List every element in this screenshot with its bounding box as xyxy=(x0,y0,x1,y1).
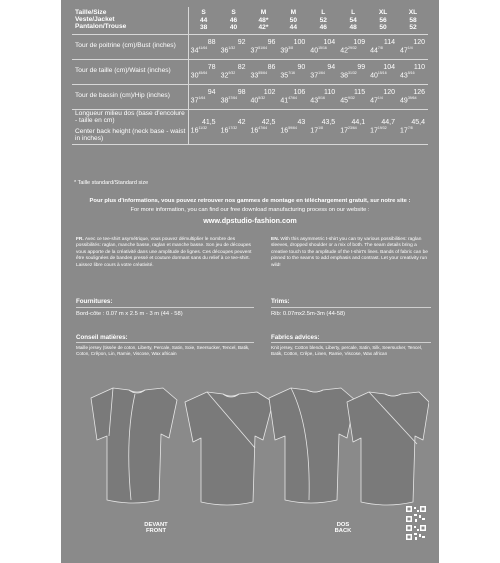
inch-fraction: 15/16 xyxy=(377,70,387,75)
cm-value: 43 xyxy=(297,119,306,127)
inch-fraction: 41/64 xyxy=(198,45,208,50)
supplies-value-fr: Bord-côte : 0.07 m x 2.5 m - 3 m (44 - 58) xyxy=(76,311,183,317)
inch-value xyxy=(339,72,367,80)
description-fr xyxy=(76,237,254,269)
size-header-value: 42* xyxy=(258,24,269,32)
measurement-label-text-en: Center back height (neck base - waist in inches) xyxy=(75,127,186,142)
measurement-cell xyxy=(368,34,398,59)
cm-value: 44,1 xyxy=(351,119,366,127)
inch-value xyxy=(309,72,337,80)
inch-fraction: 51/64 xyxy=(258,45,268,50)
measurement-cell xyxy=(248,84,278,109)
cm-value: 110 xyxy=(324,89,336,97)
back-tshirt-drawing-2 xyxy=(347,392,429,505)
cm-value: 120 xyxy=(383,89,396,97)
inch-whole: 17 xyxy=(370,126,378,134)
inch-value xyxy=(279,47,307,55)
measurement-cell xyxy=(368,59,398,84)
inch-value xyxy=(279,97,307,105)
trousers-label: Pantalon/Trouse xyxy=(75,22,127,30)
inch-fraction: 17/32 xyxy=(228,125,238,130)
size-column-header xyxy=(398,7,428,34)
inch-value xyxy=(369,127,397,135)
cm-value: 106 xyxy=(293,89,306,97)
cm-value: 41,5 xyxy=(201,119,216,127)
cm-value: 104 xyxy=(383,64,396,72)
measurement-cell xyxy=(338,84,368,109)
inch-fraction: 9/32 xyxy=(228,70,236,75)
size-header-value: 46 xyxy=(229,16,238,24)
size-column-header xyxy=(368,7,398,34)
pattern-info-sheet xyxy=(61,0,439,563)
en-tag: EN. xyxy=(271,237,279,242)
measurement-row xyxy=(72,59,428,84)
garment-flat-drawings xyxy=(73,378,429,518)
cm-value: 82 xyxy=(237,64,246,72)
size-header-value: S xyxy=(201,9,206,16)
inch-fraction: 9/32 xyxy=(348,95,355,100)
cm-value: 100 xyxy=(293,39,306,47)
inch-whole: 17 xyxy=(340,126,348,134)
inch-fraction: 45/64 xyxy=(198,70,208,75)
back-caption xyxy=(323,522,363,534)
inch-whole: 38 xyxy=(220,96,229,104)
inch-whole: 17 xyxy=(400,126,408,134)
cm-value: 120 xyxy=(413,39,425,47)
inch-fraction: 3/8 xyxy=(288,45,294,50)
measurement-cell xyxy=(248,34,278,59)
inch-value xyxy=(220,72,248,80)
jacket-label: Veste/Jacket xyxy=(75,15,115,23)
cm-value: 90 xyxy=(297,64,306,72)
inch-fraction: 15/16 xyxy=(318,45,327,50)
front-label-fr: DEVANT xyxy=(144,522,168,528)
inch-fraction: 5/16 xyxy=(318,95,325,100)
size-header-value: 48* xyxy=(258,16,269,24)
size-header-value: XL xyxy=(408,9,418,16)
measurement-cell xyxy=(338,34,368,59)
size-header-value: 54 xyxy=(349,16,357,24)
inch-fraction: 37/64 xyxy=(228,95,238,100)
inch-whole: 32 xyxy=(220,71,229,79)
inch-fraction: 29/32 xyxy=(348,45,357,50)
inch-whole: 43 xyxy=(310,96,319,104)
size-header-value: 44 xyxy=(199,16,208,24)
measurement-label xyxy=(72,109,188,144)
size-header-value: XL xyxy=(378,9,388,16)
size-header-value: 50 xyxy=(379,24,387,32)
inch-fraction: 11/32 xyxy=(198,125,207,130)
inch-whole: 47 xyxy=(400,46,408,54)
inch-value xyxy=(190,72,218,80)
inch-fraction: 7/16 xyxy=(288,70,295,75)
cm-value: 126 xyxy=(413,89,425,97)
inch-value xyxy=(369,47,397,55)
measurement-cell xyxy=(338,109,368,144)
cm-value: 94 xyxy=(327,64,336,72)
inch-fraction: 59/64 xyxy=(288,125,297,130)
measurement-cell xyxy=(308,109,338,144)
size-header-value: S xyxy=(231,9,236,16)
front-tshirt-drawing-2 xyxy=(185,392,273,505)
inch-fraction: 55/64 xyxy=(258,70,268,75)
inch-whole: 33 xyxy=(250,71,259,79)
inch-fraction: 23/64 xyxy=(348,125,357,130)
front-caption xyxy=(131,522,181,534)
inch-whole: 45 xyxy=(340,96,348,104)
measurement-cell xyxy=(219,34,249,59)
inch-whole: 39 xyxy=(280,46,289,54)
inch-value xyxy=(369,72,397,80)
inch-value xyxy=(249,97,277,105)
cm-value: 96 xyxy=(267,39,276,47)
inch-value xyxy=(309,97,337,105)
inch-value xyxy=(399,72,427,80)
size-column-header xyxy=(278,7,308,34)
size-header-label xyxy=(72,7,188,34)
measurement-cell xyxy=(219,59,249,84)
inch-fraction: 7/8 xyxy=(377,45,383,50)
measurement-cell xyxy=(278,59,308,84)
size-header-value: 48 xyxy=(349,24,357,32)
inch-whole: 16 xyxy=(220,126,229,134)
size-header-value: M xyxy=(290,9,297,16)
cm-value: 109 xyxy=(353,39,366,47)
measurement-cell xyxy=(188,59,218,84)
inch-whole: 34 xyxy=(190,46,199,54)
size-column-header xyxy=(308,7,338,34)
inch-whole: 44 xyxy=(370,46,378,54)
inch-value xyxy=(369,97,397,105)
inch-value xyxy=(249,72,277,80)
measurement-label xyxy=(72,34,188,59)
inch-whole: 38 xyxy=(340,71,348,79)
inch-fraction: 39/64 xyxy=(407,95,417,100)
cm-value: 110 xyxy=(413,64,425,72)
size-header-value: L xyxy=(351,9,356,16)
cm-value: 92 xyxy=(237,39,246,47)
measurement-cell xyxy=(398,109,428,144)
inch-value xyxy=(220,47,248,55)
cm-value: 43,5 xyxy=(321,119,336,127)
inch-fraction: 7/8 xyxy=(407,125,413,130)
size-label: Taille/Size xyxy=(75,8,107,16)
measurement-cell xyxy=(219,109,249,144)
inch-fraction: 1/4 xyxy=(407,45,413,50)
inch-value xyxy=(190,97,218,105)
size-header-value: 38 xyxy=(199,24,208,32)
inch-value xyxy=(339,47,367,55)
website-link[interactable]: www.dpstudio-fashion.com xyxy=(203,216,297,225)
inch-value xyxy=(190,47,218,55)
fabrics-title-fr: Conseil matières: xyxy=(76,334,128,341)
size-header-value: 56 xyxy=(379,16,387,24)
size-column-header xyxy=(338,7,368,34)
measurement-cell xyxy=(188,84,218,109)
cm-value: 88 xyxy=(207,39,216,47)
measurement-row xyxy=(72,34,428,59)
inch-whole: 16 xyxy=(280,126,289,134)
back-tshirt-drawing-1 xyxy=(269,388,355,503)
inch-whole: 37 xyxy=(250,46,259,54)
measurement-row xyxy=(72,109,428,144)
size-header-value: 52 xyxy=(409,24,417,32)
qr-code-icon xyxy=(405,505,427,541)
cm-value: 44,7 xyxy=(381,119,396,127)
description-en-text: With this asymmetric t-shirt you can try various possibilities: raglan sleeves, dropped shoulder or a mix of both. The seam details bring a creative touch to the amplitude of the t-shirt's lines. Bands of fabric can be pinned to the seams to add emphasis and contrast. Let your creativity run wild! xyxy=(271,237,428,268)
supplies-title-en: Trims: xyxy=(271,298,290,305)
inch-whole: 16 xyxy=(190,126,199,134)
cm-value: 98 xyxy=(237,89,246,97)
measurement-cell xyxy=(278,84,308,109)
supplies-title-fr: Fournitures: xyxy=(76,298,113,305)
size-column-header xyxy=(219,7,249,34)
cm-value: 42 xyxy=(237,119,246,127)
standard-size-note: * Taille standard/Standard size xyxy=(74,180,149,186)
measurement-cell xyxy=(248,59,278,84)
inch-fraction: 1/4 xyxy=(377,95,383,100)
supplies-value-en: Rib: 0.07mx2.5m-3m (44-58) xyxy=(271,311,346,317)
measurement-cell xyxy=(308,59,338,84)
measurement-cell xyxy=(278,34,308,59)
measurement-label-text: Tour de poitrine (cm)/Bust (inches) xyxy=(75,42,176,50)
measurement-cell xyxy=(398,34,428,59)
cm-value: 114 xyxy=(383,39,396,47)
back-label-en: BACK xyxy=(334,528,352,534)
inch-fraction: 1/32 xyxy=(228,45,236,50)
inch-value xyxy=(190,127,218,135)
inch-fraction: 5/32 xyxy=(258,95,266,100)
inch-fraction: 1/8 xyxy=(318,125,323,130)
size-header-value: 50 xyxy=(289,16,298,24)
measurement-row xyxy=(72,84,428,109)
cm-value: 45,4 xyxy=(411,119,425,127)
cm-value: 78 xyxy=(207,64,216,72)
size-column-header xyxy=(248,7,278,34)
size-chart-table xyxy=(72,7,428,145)
cm-value: 86 xyxy=(267,64,276,72)
divider xyxy=(271,307,431,308)
inch-value xyxy=(399,97,427,105)
size-header-row xyxy=(72,7,428,34)
inch-whole: 47 xyxy=(370,96,378,104)
inch-value xyxy=(339,127,367,135)
inch-value xyxy=(220,127,248,135)
inch-whole: 37 xyxy=(190,96,199,104)
measurement-cell xyxy=(308,34,338,59)
inch-value xyxy=(399,47,427,55)
inch-whole: 36 xyxy=(220,46,229,54)
size-header-value: 44 xyxy=(289,24,298,32)
measurement-cell xyxy=(188,109,218,144)
inch-fraction: 31/32 xyxy=(348,70,357,75)
measurement-cell xyxy=(368,109,398,144)
size-header-value: M xyxy=(260,9,267,16)
inch-value xyxy=(399,127,427,135)
inch-value xyxy=(249,47,277,55)
measurement-cell xyxy=(398,84,428,109)
inch-whole: 41 xyxy=(280,96,289,104)
back-label-fr: DOS xyxy=(336,522,350,528)
fr-tag: FR. xyxy=(76,237,84,242)
cm-value: 94 xyxy=(207,89,216,97)
front-tshirt-drawing-1 xyxy=(91,388,177,503)
inch-fraction: 1/64 xyxy=(318,70,325,75)
inch-value xyxy=(279,127,307,135)
inch-whole: 37 xyxy=(310,71,319,79)
inch-value xyxy=(220,97,248,105)
inch-fraction: 47/64 xyxy=(288,95,297,100)
size-header-value: 46 xyxy=(319,24,327,32)
divider xyxy=(76,307,254,308)
measurement-cell xyxy=(398,59,428,84)
inch-value xyxy=(339,97,367,105)
inch-whole: 40 xyxy=(370,71,378,79)
size-header-value: 40 xyxy=(229,24,238,32)
inch-whole: 17 xyxy=(310,126,319,134)
size-header-value: 52 xyxy=(319,16,327,24)
fabrics-title-en: Fabrics advices: xyxy=(271,334,320,341)
divider xyxy=(271,342,431,343)
info-text-en: For more information, you can find our free download manufacturing process on our website : xyxy=(130,207,370,213)
size-column-header xyxy=(188,7,218,34)
inch-whole: 42 xyxy=(340,46,348,54)
fabrics-value-fr: Maille jersey (tissée de coton, Liberty, Percale, Satin, Soie, Seersucker, Tencel, Batik, Coton, Crêpon, Lin, Ramie, Viscose, Wax africain xyxy=(76,345,250,357)
measurement-label xyxy=(72,84,188,109)
measurement-cell xyxy=(248,109,278,144)
inch-fraction: 1/64 xyxy=(198,95,206,100)
inch-value xyxy=(309,127,337,135)
description-fr-text: Avec ce tee-shirt asymétrique, vous pouvez démultiplier le nombre des possibilités: raglan, manche basse, raglan et manche basse. Son jeu de découpes vous apporte de la créativité dans une amplitude de lignes. Ces découpes peuvent être soulignées de bandes pressé et couture dormant sans du relief à ce tee-shirt. Laissez libre cours à votre créativité. xyxy=(76,237,252,268)
measurement-cell xyxy=(338,59,368,84)
inch-whole: 16 xyxy=(250,126,259,134)
info-text-fr: Pour plus d'informations, vous pouvez retrouver nos gammes de montage en téléchargement gratuit, sur notre site : xyxy=(89,198,411,204)
inch-whole: 40 xyxy=(310,46,319,54)
inch-whole: 49 xyxy=(400,96,408,104)
fabrics-value-en: Knit jersey, Cotton blends, Liberty, percale, Satin, Silk, Seersucker, Tencel, Batik, Cotton, Crêpe, Linen, Ramie, Viscose, Wax african xyxy=(271,345,423,357)
cm-value: 99 xyxy=(357,64,366,72)
measurement-label-text: Tour de taille (cm)/Waist (inches) xyxy=(75,67,171,75)
inch-whole: 35 xyxy=(280,71,289,79)
description-en xyxy=(271,237,431,269)
measurement-label-text: Longueur milieu dos (base d'encolure - taille en cm) xyxy=(75,109,185,124)
inch-whole: 40 xyxy=(250,96,259,104)
inch-whole: 43 xyxy=(400,71,408,79)
inch-fraction: 19/32 xyxy=(377,125,387,130)
size-header-value: 58 xyxy=(409,16,417,24)
cm-value: 42,5 xyxy=(261,119,276,127)
measurement-cell xyxy=(219,84,249,109)
front-label-en: FRONT xyxy=(146,528,166,534)
inch-value xyxy=(279,72,307,80)
divider xyxy=(76,342,254,343)
measurement-label-text: Tour de bassin (cm)/Hip (inches) xyxy=(75,92,170,100)
measurement-cell xyxy=(188,34,218,59)
cm-value: 102 xyxy=(263,89,276,97)
size-header-value: L xyxy=(321,9,326,16)
measurement-label xyxy=(72,59,188,84)
measurement-cell xyxy=(278,109,308,144)
inch-fraction: 47/64 xyxy=(258,125,268,130)
inch-fraction: 5/16 xyxy=(407,70,415,75)
inch-value xyxy=(309,47,337,55)
cm-value: 104 xyxy=(323,39,336,47)
measurement-cell xyxy=(308,84,338,109)
cm-value: 115 xyxy=(353,89,366,97)
inch-whole: 30 xyxy=(190,71,199,79)
measurement-cell xyxy=(368,84,398,109)
inch-value xyxy=(249,127,277,135)
